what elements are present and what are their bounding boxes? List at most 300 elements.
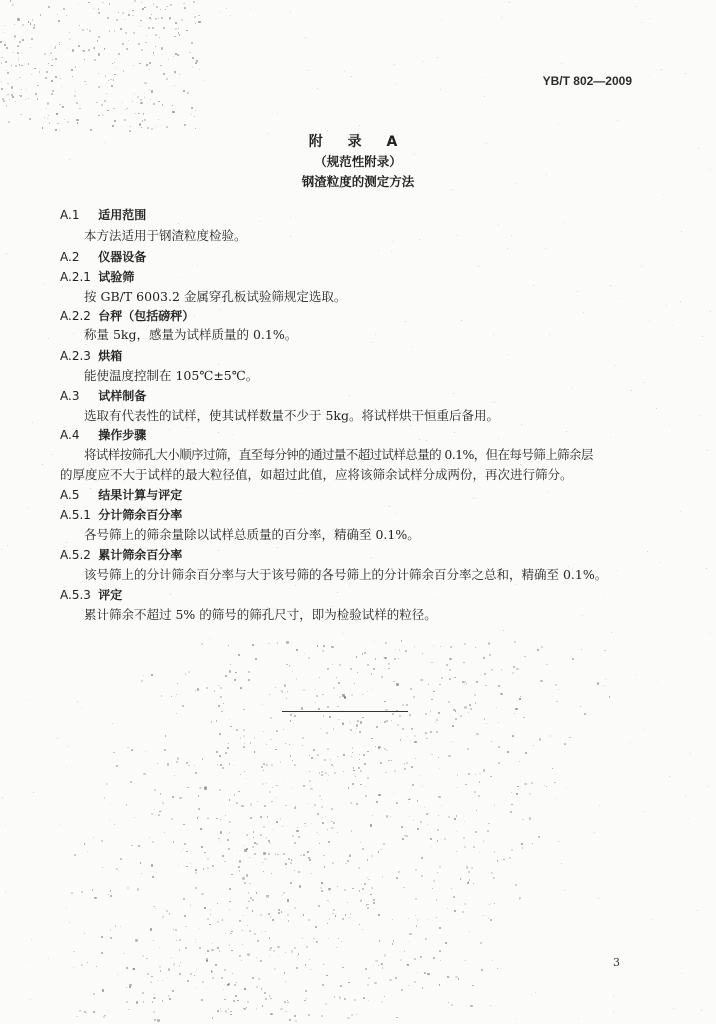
scan-speckle: [484, 96, 485, 97]
scan-speckle: [199, 787, 201, 789]
scan-speckle: [283, 778, 284, 779]
scan-speckle: [81, 708, 82, 709]
scan-speckle: [282, 692, 283, 693]
scan-speckle: [252, 846, 254, 848]
scan-speckle: [262, 1005, 263, 1006]
scan-speckle: [336, 947, 337, 948]
scan-speckle: [489, 654, 491, 656]
scan-speckle: [126, 967, 128, 969]
scan-speckle: [415, 758, 416, 759]
scan-speckle: [384, 721, 386, 723]
scan-speckle: [402, 728, 404, 730]
scan-speckle: [294, 870, 295, 871]
scan-speckle: [234, 794, 235, 795]
scan-speckle: [271, 801, 272, 802]
scan-speckle: [126, 987, 127, 988]
scan-speckle: [246, 848, 248, 850]
scan-speckle: [437, 57, 438, 58]
scan-speckle: [610, 437, 611, 438]
scan-speckle: [254, 842, 256, 844]
scan-speckle: [87, 29, 88, 30]
scan-speckle: [564, 890, 565, 891]
scan-speckle: [404, 763, 406, 765]
scan-speckle: [55, 76, 57, 78]
scan-speckle: [169, 19, 170, 20]
scan-speckle: [321, 806, 323, 808]
scan-speckle: [145, 751, 146, 752]
scan-speckle: [618, 1003, 619, 1004]
scan-speckle: [219, 12, 220, 13]
scan-speckle: [98, 8, 99, 9]
scan-speckle: [275, 853, 277, 855]
scan-speckle: [416, 925, 418, 927]
scan-speckle: [356, 728, 357, 729]
scan-speckle: [150, 981, 152, 983]
scan-speckle: [440, 89, 441, 90]
scan-speckle: [439, 684, 440, 685]
scan-speckle: [120, 926, 122, 928]
scan-speckle: [244, 845, 245, 846]
scan-speckle: [219, 755, 221, 757]
scan-speckle: [556, 701, 558, 703]
scan-speckle: [283, 853, 285, 855]
scan-speckle: [417, 972, 418, 973]
scan-speckle: [400, 959, 402, 961]
scan-speckle: [451, 1004, 453, 1006]
scan-speckle: [316, 695, 318, 697]
scan-speckle: [211, 970, 212, 971]
scan-speckle: [291, 787, 292, 788]
scan-speckle: [395, 649, 396, 650]
scan-speckle: [74, 854, 76, 856]
section-text: 选取有代表性的试样，使其试样数量不少于 5kg。将试样烘干恒重后备用。: [84, 408, 500, 423]
scan-speckle: [321, 890, 323, 892]
scan-speckle: [227, 747, 229, 749]
scan-speckle: [265, 931, 266, 932]
scan-speckle: [11, 86, 13, 88]
scan-speckle: [298, 871, 300, 873]
scan-speckle: [42, 127, 44, 129]
scan-speckle: [5, 61, 7, 63]
scan-speckle: [220, 687, 222, 689]
scan-speckle: [233, 765, 234, 766]
scan-speckle: [314, 804, 316, 806]
scan-speckle: [388, 760, 390, 762]
scan-speckle: [466, 866, 468, 868]
scan-speckle: [287, 1000, 288, 1001]
scan-speckle: [260, 834, 262, 836]
scan-speckle: [217, 764, 218, 765]
scan-speckle: [391, 720, 392, 721]
scan-speckle: [501, 669, 502, 670]
scan-speckle: [179, 797, 181, 799]
scan-speckle: [437, 872, 438, 873]
scan-speckle: [414, 646, 415, 647]
scan-speckle: [107, 110, 109, 112]
scan-speckle: [252, 977, 254, 979]
scan-speckle: [669, 424, 670, 425]
scan-speckle: [461, 320, 462, 321]
scan-speckle: [673, 1008, 674, 1009]
scan-speckle: [185, 673, 186, 674]
scan-speckle: [307, 803, 309, 805]
scan-speckle: [310, 969, 311, 970]
scan-speckle: [183, 849, 184, 850]
scan-speckle: [359, 754, 360, 755]
scan-speckle: [228, 645, 229, 646]
scan-speckle: [204, 786, 206, 788]
scan-speckle: [327, 829, 328, 830]
scan-speckle: [179, 939, 181, 941]
scan-speckle: [322, 984, 324, 986]
scan-speckle: [631, 390, 632, 391]
scan-speckle: [242, 877, 244, 879]
scan-speckle: [212, 943, 214, 945]
scan-speckle: [51, 80, 53, 82]
scan-speckle: [394, 64, 395, 65]
scan-speckle: [170, 594, 171, 595]
scan-speckle: [110, 890, 112, 892]
scan-speckle: [82, 50, 83, 51]
scan-speckle: [142, 992, 143, 993]
scan-speckle: [120, 858, 122, 860]
scan-speckle: [61, 86, 62, 87]
scan-speckle: [220, 1011, 221, 1012]
scan-speckle: [344, 998, 346, 1000]
scan-speckle: [66, 15, 67, 16]
section-heading: A.5 结果计算与评定: [60, 488, 183, 502]
section-heading: A.5.2 累计筛余百分率: [60, 548, 183, 562]
scan-speckle: [264, 805, 266, 807]
scan-speckle: [391, 251, 392, 252]
scan-speckle: [180, 962, 181, 963]
scan-speckle: [113, 752, 115, 754]
scan-speckle: [452, 725, 454, 727]
scan-speckle: [207, 867, 209, 869]
scan-speckle: [550, 735, 552, 737]
scan-speckle: [248, 892, 249, 893]
scan-speckle: [143, 675, 144, 676]
scan-speckle: [191, 42, 193, 44]
scan-speckle: [277, 642, 279, 644]
scan-speckle: [194, 765, 195, 766]
scan-speckle: [228, 848, 230, 850]
scan-speckle: [153, 52, 154, 53]
scan-speckle: [174, 775, 175, 776]
scan-speckle: [183, 898, 185, 900]
scan-speckle: [171, 696, 172, 697]
scan-speckle: [207, 818, 208, 819]
scan-speckle: [307, 70, 308, 71]
scan-speckle: [523, 717, 525, 719]
scan-speckle: [204, 787, 206, 789]
scan-speckle: [278, 956, 279, 957]
scan-speckle: [357, 672, 358, 673]
scan-speckle: [233, 1000, 235, 1002]
scan-speckle: [656, 408, 657, 409]
scan-speckle: [420, 821, 422, 823]
scan-speckle: [361, 884, 363, 886]
scan-speckle: [464, 846, 466, 848]
scan-speckle: [349, 854, 351, 856]
scan-speckle: [511, 792, 512, 793]
scan-speckle: [386, 815, 388, 817]
scan-speckle: [175, 73, 176, 74]
scan-speckle: [158, 101, 159, 102]
scan-speckle: [339, 996, 341, 998]
scan-speckle: [415, 898, 417, 900]
scan-speckle: [69, 39, 70, 40]
scan-speckle: [254, 737, 255, 738]
scan-speckle: [17, 52, 19, 54]
scan-speckle: [376, 726, 378, 728]
scan-speckle: [9, 99, 10, 100]
scan-speckle: [240, 687, 242, 689]
scan-speckle: [159, 811, 161, 813]
scan-speckle: [501, 17, 502, 18]
scan-speckle: [15, 101, 16, 102]
scan-speckle: [182, 705, 184, 707]
scan-speckle: [125, 32, 127, 34]
scan-speckle: [256, 843, 258, 845]
scan-speckle: [363, 754, 365, 756]
scan-speckle: [375, 960, 377, 962]
scan-speckle: [519, 897, 521, 899]
scan-speckle: [343, 771, 344, 772]
scan-speckle: [371, 738, 373, 740]
scan-speckle: [510, 811, 512, 813]
page-number: 3: [613, 956, 620, 969]
scan-speckle: [352, 752, 353, 753]
scan-speckle: [231, 950, 233, 952]
scan-speckle: [175, 53, 177, 55]
scan-speckle: [209, 638, 210, 639]
scan-speckle: [428, 684, 429, 685]
scan-speckle: [457, 787, 458, 788]
scan-speckle: [352, 747, 353, 748]
scan-speckle: [12, 4, 14, 6]
scan-speckle: [388, 663, 389, 664]
scan-speckle: [417, 919, 419, 921]
scan-speckle: [616, 570, 617, 571]
scan-speckle: [217, 921, 219, 923]
scan-speckle: [409, 714, 411, 716]
scan-speckle: [152, 27, 154, 29]
scan-speckle: [81, 891, 83, 893]
scan-speckle: [243, 915, 244, 916]
scan-speckle: [520, 464, 521, 465]
scan-speckle: [552, 768, 553, 769]
scan-speckle: [503, 859, 504, 860]
scan-speckle: [529, 817, 531, 819]
scan-speckle: [513, 666, 515, 668]
scan-speckle: [702, 336, 703, 337]
scan-speckle: [17, 79, 18, 80]
scan-speckle: [347, 902, 348, 903]
scan-speckle: [84, 81, 86, 83]
scan-speckle: [158, 119, 159, 120]
scan-speckle: [126, 804, 128, 806]
scan-speckle: [569, 737, 571, 739]
scan-speckle: [491, 741, 492, 742]
scan-speckle: [297, 955, 298, 956]
scan-speckle: [663, 194, 664, 195]
scan-speckle: [29, 960, 30, 961]
scan-speckle: [532, 843, 533, 844]
scan-speckle: [476, 733, 478, 735]
scan-speckle: [370, 824, 372, 826]
scan-speckle: [326, 975, 328, 977]
scan-speckle: [385, 642, 387, 644]
scan-speckle: [82, 581, 83, 582]
scan-speckle: [7, 94, 8, 95]
scan-speckle: [264, 858, 266, 860]
scan-speckle: [294, 907, 296, 909]
scan-speckle: [220, 819, 222, 821]
scan-speckle: [230, 664, 232, 666]
scan-speckle: [134, 93, 135, 94]
scan-speckle: [303, 689, 305, 691]
scan-speckle: [311, 823, 312, 824]
scan-speckle: [685, 73, 686, 74]
scan-speckle: [172, 796, 174, 798]
scan-speckle: [351, 1014, 353, 1016]
scan-speckle: [32, 19, 33, 20]
scan-speckle: [198, 795, 199, 796]
scan-speckle: [440, 960, 441, 961]
scan-speckle: [127, 887, 129, 889]
scan-speckle: [57, 738, 58, 739]
scan-speckle: [207, 918, 209, 920]
scan-speckle: [399, 649, 400, 650]
scan-speckle: [333, 728, 334, 729]
scan-speckle: [403, 887, 404, 888]
scan-speckle: [298, 953, 299, 954]
scan-speckle: [155, 908, 156, 909]
scan-speckle: [49, 122, 50, 123]
scan-speckle: [425, 732, 427, 734]
scan-speckle: [426, 813, 427, 814]
scan-speckle: [256, 1008, 257, 1009]
section-heading: A.3 试样制备: [60, 389, 147, 403]
scan-speckle: [286, 641, 288, 643]
scan-speckle: [150, 928, 152, 930]
scan-speckle: [361, 899, 362, 900]
scan-speckle: [421, 857, 423, 859]
scan-speckle: [142, 955, 144, 957]
scan-speckle: [533, 285, 534, 286]
scan-speckle: [317, 645, 319, 647]
scan-speckle: [266, 859, 267, 860]
scan-speckle: [308, 919, 310, 921]
scan-speckle: [220, 1008, 222, 1010]
scan-speckle: [59, 44, 60, 45]
scan-speckle: [498, 224, 499, 225]
scan-speckle: [373, 908, 374, 909]
scan-speckle: [286, 664, 288, 666]
scan-speckle: [329, 918, 331, 920]
scan-speckle: [250, 8, 251, 9]
scan-speckle: [331, 821, 333, 823]
scan-speckle: [84, 843, 86, 845]
scan-speckle: [549, 334, 550, 335]
scan-speckle: [302, 737, 304, 739]
scan-speckle: [433, 691, 435, 693]
scan-speckle: [516, 1018, 517, 1019]
scan-speckle: [344, 697, 345, 698]
scan-speckle: [328, 938, 329, 939]
scan-speckle: [153, 1011, 155, 1013]
scan-speckle: [285, 743, 286, 744]
scan-speckle: [498, 685, 500, 687]
scan-speckle: [360, 770, 362, 772]
scan-speckle: [140, 862, 142, 864]
scan-speckle: [470, 708, 472, 710]
scan-speckle: [368, 977, 370, 979]
scan-speckle: [373, 668, 375, 670]
scan-speckle: [168, 59, 169, 60]
scan-speckle: [177, 757, 179, 759]
scan-speckle: [406, 762, 408, 764]
scan-speckle: [325, 772, 327, 774]
scan-speckle: [367, 777, 369, 779]
scan-speckle: [362, 717, 364, 719]
scan-speckle: [229, 670, 231, 672]
scan-speckle: [284, 972, 286, 974]
scan-speckle: [151, 864, 153, 866]
scan-speckle: [424, 807, 425, 808]
scan-speckle: [236, 729, 238, 731]
scan-speckle: [561, 863, 562, 864]
scan-speckle: [297, 827, 298, 828]
scan-speckle: [561, 63, 562, 64]
scan-speckle: [325, 1003, 327, 1005]
scan-speckle: [28, 63, 30, 65]
scan-speckle: [240, 737, 241, 738]
scan-speckle: [149, 837, 150, 838]
scan-speckle: [436, 731, 438, 733]
scan-speckle: [11, 94, 13, 96]
scan-speckle: [98, 73, 99, 74]
scan-speckle: [688, 818, 689, 819]
scan-speckle: [88, 2, 90, 4]
scan-speckle: [484, 718, 485, 719]
scan-speckle: [219, 733, 221, 735]
scan-speckle: [350, 668, 351, 669]
scan-speckle: [116, 19, 117, 20]
scan-speckle: [285, 805, 287, 807]
scan-speckle: [104, 100, 106, 102]
scan-speckle: [484, 673, 486, 675]
scan-speckle: [350, 913, 351, 914]
scan-speckle: [533, 745, 534, 746]
scan-speckle: [293, 723, 294, 724]
scan-speckle: [364, 883, 366, 885]
scan-speckle: [333, 687, 335, 689]
scan-speckle: [30, 999, 31, 1000]
scan-speckle: [327, 900, 329, 902]
scan-speckle: [503, 630, 504, 631]
scan-speckle: [381, 963, 383, 965]
scan-speckle: [359, 759, 360, 760]
scan-speckle: [37, 85, 39, 87]
scan-speckle: [476, 681, 478, 683]
scan-speckle: [263, 852, 265, 854]
scan-speckle: [147, 973, 149, 975]
scan-speckle: [168, 995, 170, 997]
scan-speckle: [448, 755, 450, 757]
scan-speckle: [425, 713, 427, 715]
